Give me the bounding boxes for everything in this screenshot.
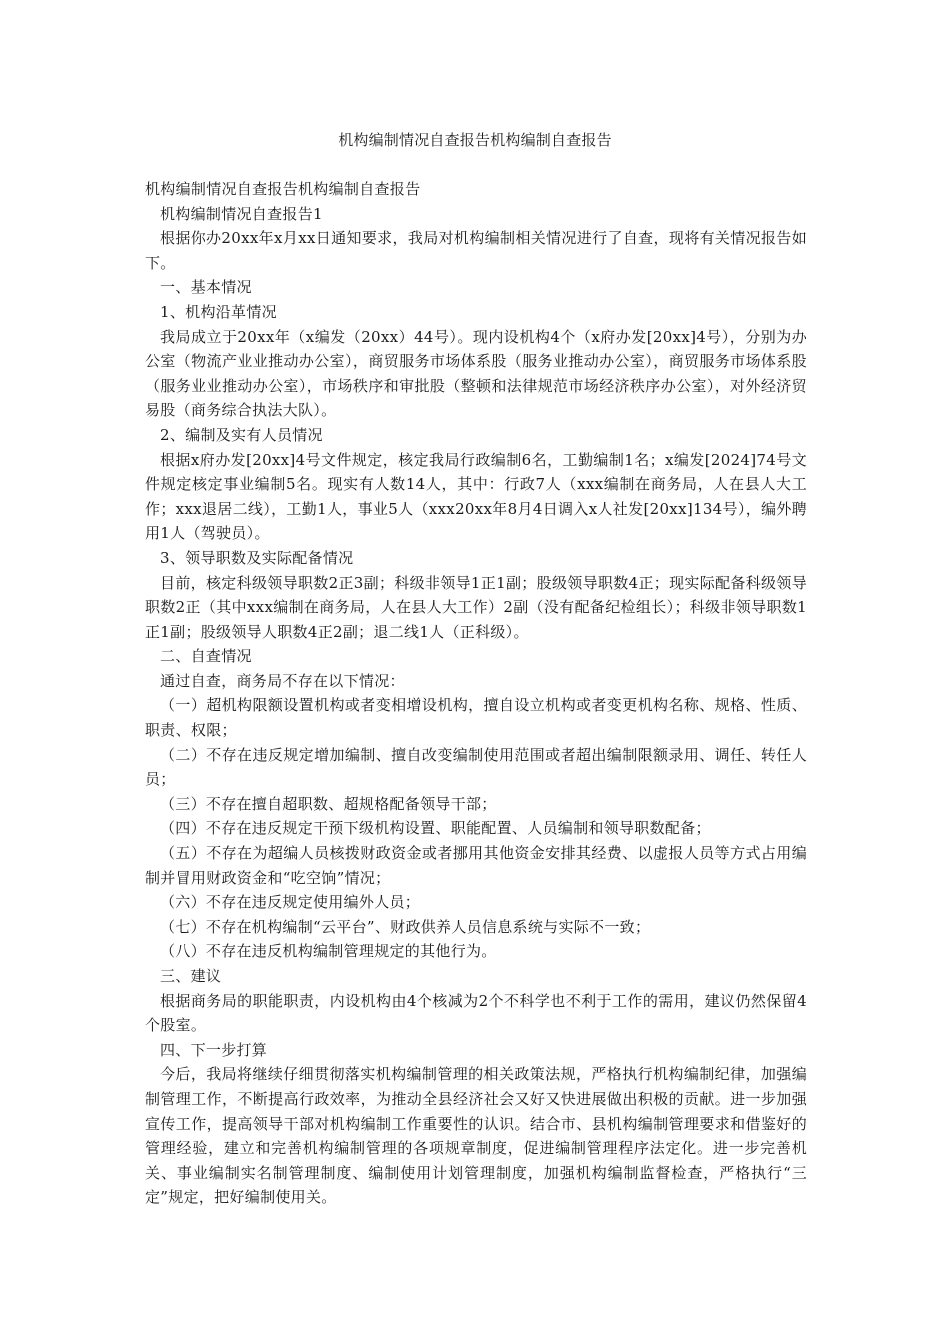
paragraph: 根据x府办发[20xx]4号文件规定，核定我局行政编制6名，工勤编制1名；x编发[2024]74号文件规定核定事业编制5名。现实有人数14人，其中：行政7人（xxx编制在商务局，人在县人大工作；xxx退居二线），工勤1人，事业5人（xxx20xx年8月4日调入x人社发[20xx]134号），编外聘用1人（驾驶员）。 [145,450,807,543]
paragraph: 3、领导职数及实际配备情况 [160,548,354,567]
paragraph: 我局成立于20xx年（x编发（20xx）44号）。现内设机构4个（x府办发[20xx]4号），分别为办公室（物流产业业推动办公室），商贸服务市场体系股（服务业推动办公室），商贸服务市场体系股（服务业业推动办公室），市场秩序和审批股（整顿和法律规范市场经济秩序办公室），对外经济贸易股（商务综合执法大队）。 [145,327,807,420]
paragraph: （五）不存在为超编人员核拨财政资金或者挪用其他资金安排其经费、以虚报人员等方式占用编制并冒用财政资金和“吃空饷”情况； [145,844,807,887]
paragraph: 通过自查，商务局不存在以下情况： [160,671,405,690]
paragraph: （一）超机构限额设置机构或者变相增设机构，擅自设立机构或者变更机构名称、规格、性质、职责、权限； [145,696,807,740]
paragraph: 机构编制情况自查报告1 [160,204,323,223]
paragraph: 根据商务局的职能职责，内设机构由4个核减为2个不科学也不利于工作的需用，建议仍然保留4个股室。 [145,991,807,1035]
paragraph: 2、编制及实有人员情况 [160,425,323,444]
paragraph: 今后，我局将继续仔细贯彻落实机构编制管理的相关政策法规，严格执行机构编制纪律，加强编制管理工作，不断提高行政效率，为推动全县经济社会又好又快进展做出积极的贡献。进一步加强宣传工作，提高领导干部对机构编制工作重要性的认识。结合市、县机构编制管理要求和借鉴好的管理经验，建立和完善机构编制管理的各项规章制度，促进编制管理程序法定化。进一步完善机关、事业编制实名制管理制度、编制使用计划管理制度，加强机构编制监督检查，严格执行“三定”规定，把好编制使用关。 [145,1065,807,1207]
paragraph: 三、建议 [160,967,222,985]
paragraph: 四、下一步打算 [160,1040,268,1059]
paragraph: 目前，核定科级领导职数2正3副；科级非领导1正1副；股级领导职数4正；现实际配备科级领导职数2正（其中xxx编制在商务局，人在县人大工作）2副（没有配备纪检组长）；科级非领导职数1正1副；股级领导人职数4正2副；退二线1人（正科级）。 [145,573,807,641]
paragraph: （二）不存在违反规定增加编制、擅自改变编制使用范围或者超出编制限额录用、调任、转任人员； [145,745,807,789]
paragraph: （六）不存在违反规定使用编外人员； [160,893,421,912]
paragraph: （七）不存在机构编制“云平台”、财政供养人员信息系统与实际不一致； [160,917,651,936]
paragraph: （四）不存在违反规定干预下级机构设置、职能配置、人员编制和领导职数配备； [160,819,711,838]
paragraph: 1、机构沿革情况 [160,302,277,321]
paragraph: 一、基本情况 [160,278,252,297]
paragraph: （八）不存在违反机构编制管理规定的其他行为。 [160,942,497,961]
document-title: 机构编制情况自查报告机构编制自查报告 [338,131,612,149]
document-body [145,177,807,1210]
paragraph: 根据你办20xx年x月xx日通知要求，我局对机构编制相关情况进行了自查，现将有关情况报告如下。 [145,229,807,272]
paragraph: 二、自查情况 [160,647,252,666]
paragraph: （三）不存在擅自超职数、超规格配备领导干部； [160,794,497,813]
paragraph: 机构编制情况自查报告机构编制自查报告 [145,180,421,198]
